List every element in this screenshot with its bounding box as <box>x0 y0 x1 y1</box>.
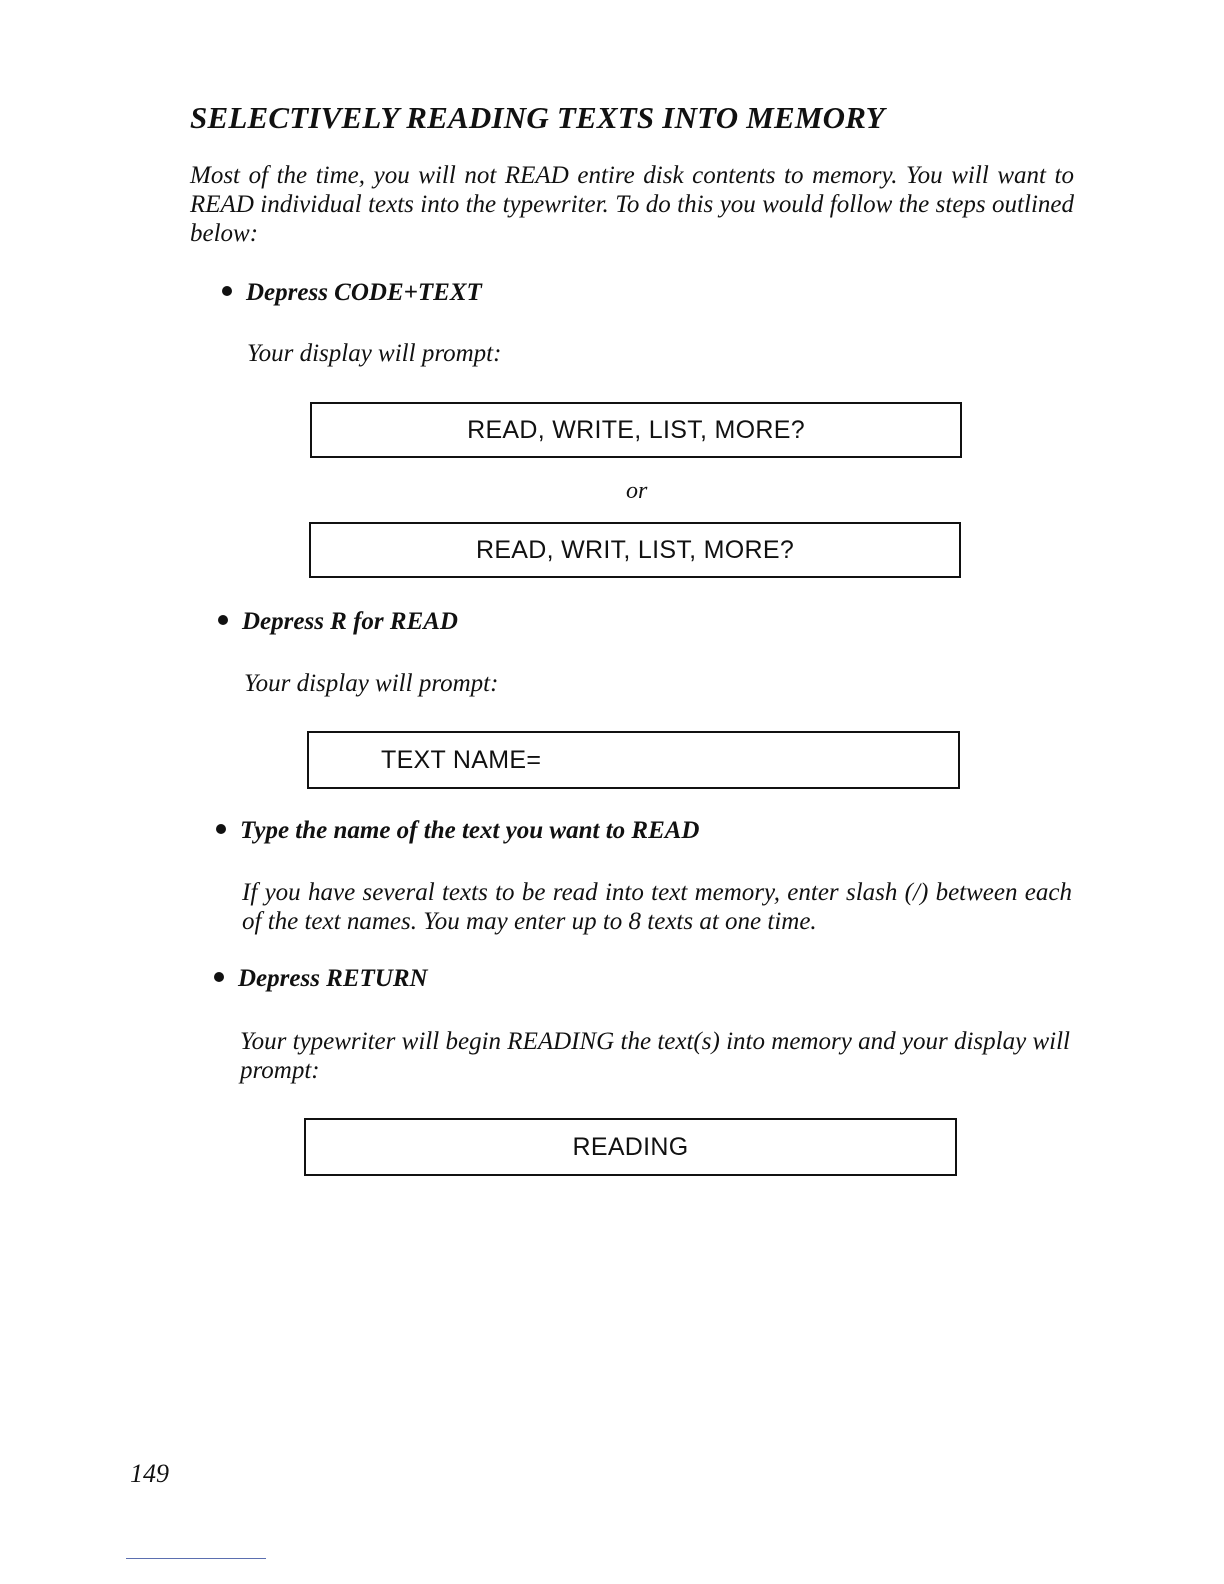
display-text-name <box>307 731 960 789</box>
section-title: SELECTIVELY READING TEXTS INTO MEMORY <box>190 100 885 135</box>
step-3-note: If you have several texts to be read into text memory, enter slash (/) between each of the text names. You may enter up to 8 texts at one time. <box>242 879 1072 935</box>
page-number: 149 <box>130 1459 169 1488</box>
step-2-text: Depress R for READ <box>242 608 458 635</box>
display-read-write-list-more <box>310 402 962 458</box>
step-3-text: Type the name of the text you want to READ <box>240 817 700 844</box>
step-1-text: Depress CODE+TEXT <box>246 279 482 306</box>
step-1-instruction <box>222 279 482 307</box>
display-text: READ, WRITE, LIST, MORE? <box>467 415 805 444</box>
step-4-instruction <box>214 965 428 993</box>
bullet-icon <box>218 615 228 625</box>
or-separator: or <box>626 478 648 504</box>
step-2-note: Your display will prompt: <box>244 670 499 697</box>
step-2-instruction <box>218 608 458 636</box>
display-reading <box>304 1118 957 1176</box>
step-3-instruction <box>216 817 700 845</box>
display-text: READING <box>572 1132 689 1161</box>
display-text: READ, WRIT, LIST, MORE? <box>475 535 795 564</box>
bottom-rule <box>126 1558 266 1559</box>
display-read-writ-list-more <box>309 522 961 578</box>
display-text: TEXT NAME= <box>381 745 542 774</box>
step-4-note: Your typewriter will begin READING the text(s) into memory and your display will prompt: <box>240 1028 1070 1084</box>
intro-paragraph: Most of the time, you will not READ entire disk contents to memory. You will want to READ individual texts into the typewriter. To do this you would follow the steps outlined below: <box>190 162 1074 247</box>
step-4-text: Depress RETURN <box>238 965 428 992</box>
bullet-icon <box>216 824 226 834</box>
bullet-icon <box>222 286 232 296</box>
bullet-icon <box>214 972 224 982</box>
step-1-note: Your display will prompt: <box>247 340 502 367</box>
